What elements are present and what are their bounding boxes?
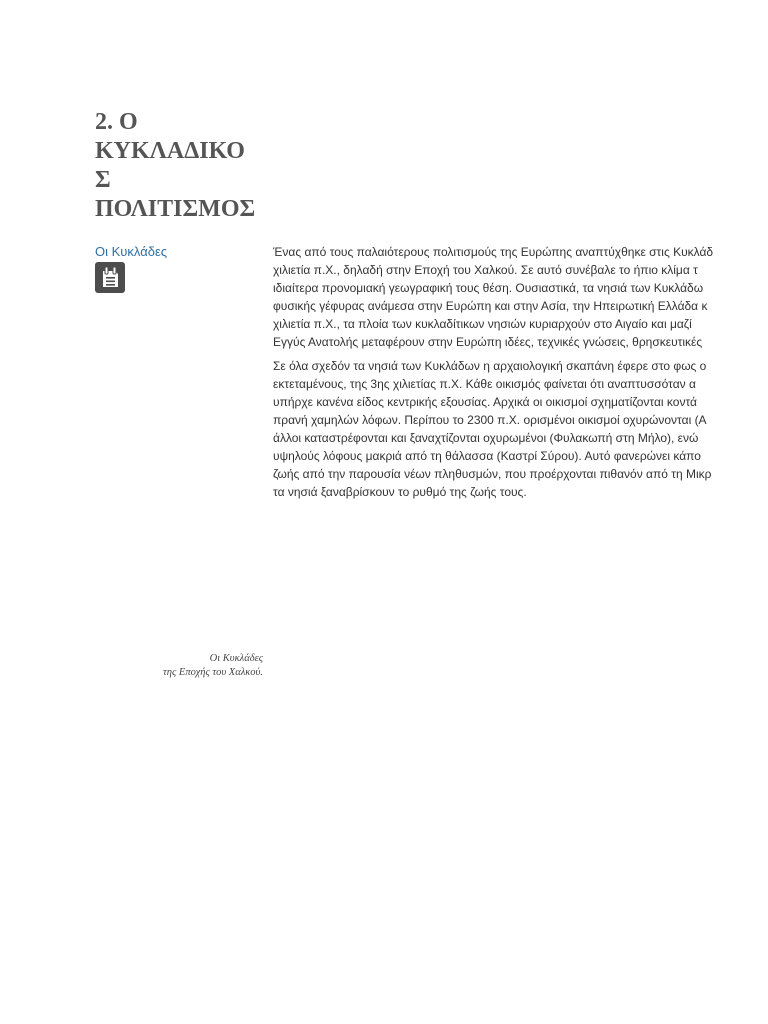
text-line: Εγγύς Ανατολής μεταφέρουν στην Ευρώπη ιδέες, τεχνικές γνώσεις, θρησκευτικές <box>273 335 703 349</box>
text-line: ιδιαίτερα προνομιακή γεωγραφική τους θέση. Ουσιαστικά, τα νησιά των Κυκλάδω <box>273 281 704 295</box>
cyclades-link[interactable]: Οι Κυκλάδες <box>95 244 168 259</box>
paragraph-1 <box>273 243 768 351</box>
text-line: χιλιετία π.Χ., δηλαδή στην Εποχή του Χαλκού. Σε αυτό συνέβαλε το ήπιο κλίμα τ <box>273 263 698 277</box>
text-line: Σε όλα σχεδόν τα νησιά των Κυκλάδων η αρχαιολογική σκαπάνη έφερε στο φως ο <box>273 359 707 373</box>
paragraph-2 <box>273 357 768 501</box>
chapter-title <box>95 108 270 224</box>
text-line: χιλιετία π.Χ., τα πλοία των κυκλαδίτικων νησιών κυριαρχούν στο Αιγαίο και μαζί <box>273 317 692 331</box>
text-line: τα νησιά ξαναβρίσκουν το ρυθμό της ζωής τους. <box>273 485 527 499</box>
chapter-title-line: ΠΟΛΙΤΙΣΜΟΣ <box>95 196 256 222</box>
body-text <box>273 243 768 507</box>
chapter-title-line: ΚΥΚΛΑΔΙΚΟ <box>95 138 245 164</box>
document-icon[interactable] <box>95 262 125 293</box>
text-line: εκτεταμένους, της 3ης χιλιετίας π.Χ. Κάθε οικισμός φαίνεται ότι αναπτυσσόταν α <box>273 377 696 391</box>
text-line: πρανή χαμηλών λόφων. Περίπου το 2300 π.Χ. ορισμένοι οικισμοί οχυρώνονται (Α <box>273 413 707 427</box>
text-line: Ένας από τους παλαιότερους πολιτισμούς της Ευρώπης αναπτύχθηκε στις Κυκλάδ <box>273 245 714 259</box>
caption-line: της Εποχής του Χαλκού. <box>163 667 263 678</box>
text-line: υπήρχε κανένα είδος κεντρικής εξουσίας. Αρχικά οι οικισμοί σχηματίζονται κοντά <box>273 395 697 409</box>
text-line: ζωής από την παρουσία νέων πληθυσμών, που προέρχονται πιθανόν από τη Μικρ <box>273 467 712 481</box>
text-line: φυσικής γέφυρας ανάμεσα στην Ευρώπη και στην Ασία, την Ηπειρωτική Ελλάδα κ <box>273 299 708 313</box>
chapter-title-line: Σ <box>95 167 111 193</box>
text-line: άλλοι καταστρέφονται και ξαναχτίζονται οχυρωμένοι (Φυλακωπή στη Μήλο), ενώ <box>273 431 699 445</box>
chapter-title-line: 2. Ο <box>95 109 138 135</box>
text-line: υψηλούς λόφους μακριά από τη θάλασσα (Καστρί Σύρου). Αυτό φανερώνει κάπο <box>273 449 701 463</box>
figure-caption <box>120 652 263 680</box>
caption-line: Οι Κυκλάδες <box>209 653 263 664</box>
